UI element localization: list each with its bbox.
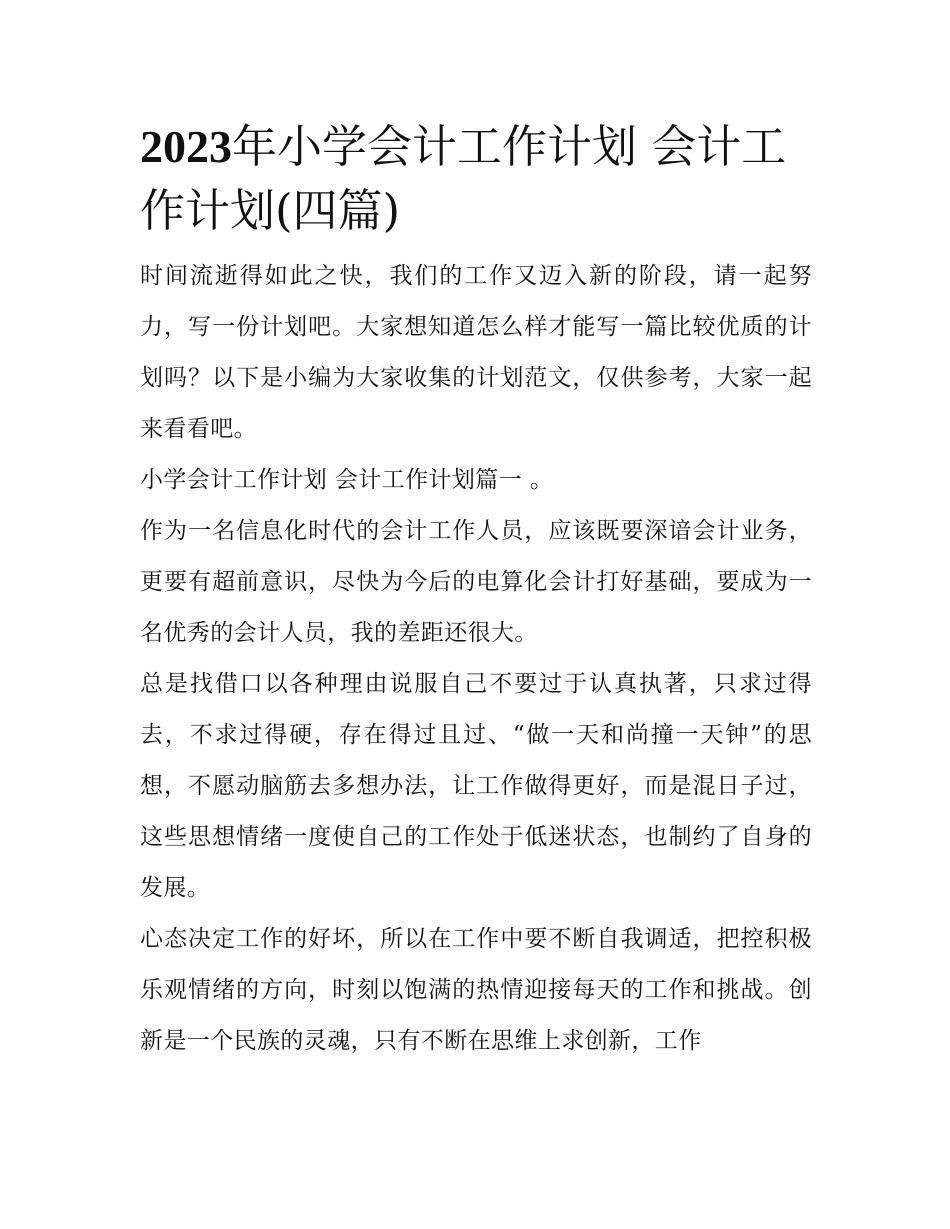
document-title xyxy=(140,115,812,243)
paragraph-mindset: 心态决定工作的好坏，所以在工作中要不断自我调适，把控积极乐观情绪的方向，时刻以饱满的热情迎接每天的工作和挑战。创新是一个民族的灵魂，只有不断在思维上求创新，工作 xyxy=(140,926,812,1054)
title-text: 年小学会计工作计划 会计工作计划(四篇) xyxy=(140,120,787,237)
title-year: 2023 xyxy=(140,121,232,172)
paragraph-attitude: 总是找借口以各种理由说服自己不要过于认真执著，只求过得去，不求过得硬，存在得过且过、“做一天和尚撞一天钟”的思想，不愿动脑筋去多想办法，让工作做得更好，而是混日子过，这些思想情绪一度使自己的工作处于低迷状态，也制约了自身的发展。 xyxy=(140,671,812,901)
paragraph-heading: 小学会计工作计划 会计工作计划篇一 。 xyxy=(140,467,554,493)
paragraph-role: 作为一名信息化时代的会计工作人员，应该既要深谙会计业务，更要有超前意识，尽快为今后的电算化会计打好基础，要成为一名优秀的会计人员，我的差距还很大。 xyxy=(140,518,812,646)
document-body xyxy=(140,115,812,1067)
paragraph-intro: 时间流逝得如此之快，我们的工作又迈入新的阶段，请一起努力，写一份计划吧。大家想知道怎么样才能写一篇比较优质的计划吗？以下是小编为大家收集的计划范文，仅供参考，大家一起来看看吧。 xyxy=(140,263,812,442)
